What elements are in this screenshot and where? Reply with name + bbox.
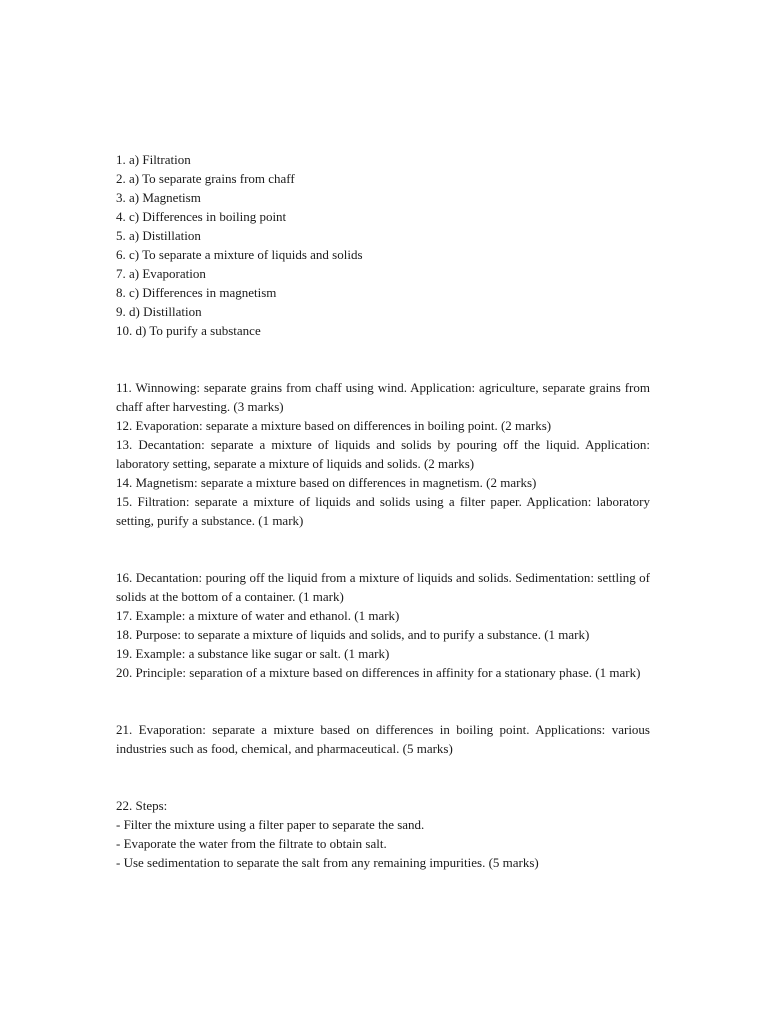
definition-answer-18: 18. Purpose: to separate a mixture of liquids and solids, and to purify a substance. (1 mark) <box>116 627 590 642</box>
step-item-1: - Filter the mixture using a filter paper to separate the sand. <box>116 817 425 832</box>
definitions-section <box>116 568 650 682</box>
steps-heading: 22. Steps: <box>116 798 168 813</box>
short-answer-15: 15. Filtration: separate a mixture of liquids and solids using a filter paper. Application: laboratory setting, purify a substance. (1 mark) <box>116 494 650 528</box>
mcq-answer-9: 9. d) Distillation <box>116 304 202 319</box>
section-spacer <box>116 530 650 568</box>
short-answer-12: 12. Evaporation: separate a mixture based on differences in boiling point. (2 marks) <box>116 418 552 433</box>
essay-section <box>116 720 650 758</box>
mcq-answers-section <box>116 150 650 340</box>
essay-answer-21: 21. Evaporation: separate a mixture based on differences in boiling point. Applications: various industries such as food, chemical, and pharmaceutical. (5 marks) <box>116 722 650 756</box>
mcq-answer-5: 5. a) Distillation <box>116 228 201 243</box>
short-answers-section <box>116 378 650 530</box>
short-answer-14: 14. Magnetism: separate a mixture based on differences in magnetism. (2 marks) <box>116 475 537 490</box>
step-item-3: - Use sedimentation to separate the salt from any remaining impurities. (5 marks) <box>116 855 539 870</box>
answer-key-document <box>116 150 650 872</box>
section-spacer <box>116 682 650 720</box>
mcq-answer-1: 1. a) Filtration <box>116 152 191 167</box>
definition-answer-19: 19. Example: a substance like sugar or salt. (1 mark) <box>116 646 390 661</box>
mcq-answer-6: 6. c) To separate a mixture of liquids and solids <box>116 247 363 262</box>
mcq-answer-7: 7. a) Evaporation <box>116 266 206 281</box>
step-item-2: - Evaporate the water from the filtrate to obtain salt. <box>116 836 387 851</box>
definition-answer-20: 20. Principle: separation of a mixture based on differences in affinity for a stationary phase. (1 mark) <box>116 665 641 680</box>
mcq-answer-3: 3. a) Magnetism <box>116 190 201 205</box>
steps-section <box>116 796 650 872</box>
short-answer-11: 11. Winnowing: separate grains from chaff using wind. Application: agriculture, separate grains from chaff after harvesting. (3 marks) <box>116 380 650 414</box>
short-answer-13: 13. Decantation: separate a mixture of liquids and solids by pouring off the liquid. Application: laboratory setting, separate a mixture of liquids and solids. (2 marks) <box>116 437 650 471</box>
definition-answer-17: 17. Example: a mixture of water and ethanol. (1 mark) <box>116 608 400 623</box>
mcq-answer-2: 2. a) To separate grains from chaff <box>116 171 295 186</box>
mcq-answer-10: 10. d) To purify a substance <box>116 323 261 338</box>
mcq-answer-4: 4. c) Differences in boiling point <box>116 209 287 224</box>
mcq-answer-8: 8. c) Differences in magnetism <box>116 285 277 300</box>
section-spacer <box>116 340 650 378</box>
section-spacer <box>116 758 650 796</box>
definition-answer-16: 16. Decantation: pouring off the liquid from a mixture of liquids and solids. Sedimentation: settling of solids at the bottom of a container. (1 mark) <box>116 570 650 604</box>
